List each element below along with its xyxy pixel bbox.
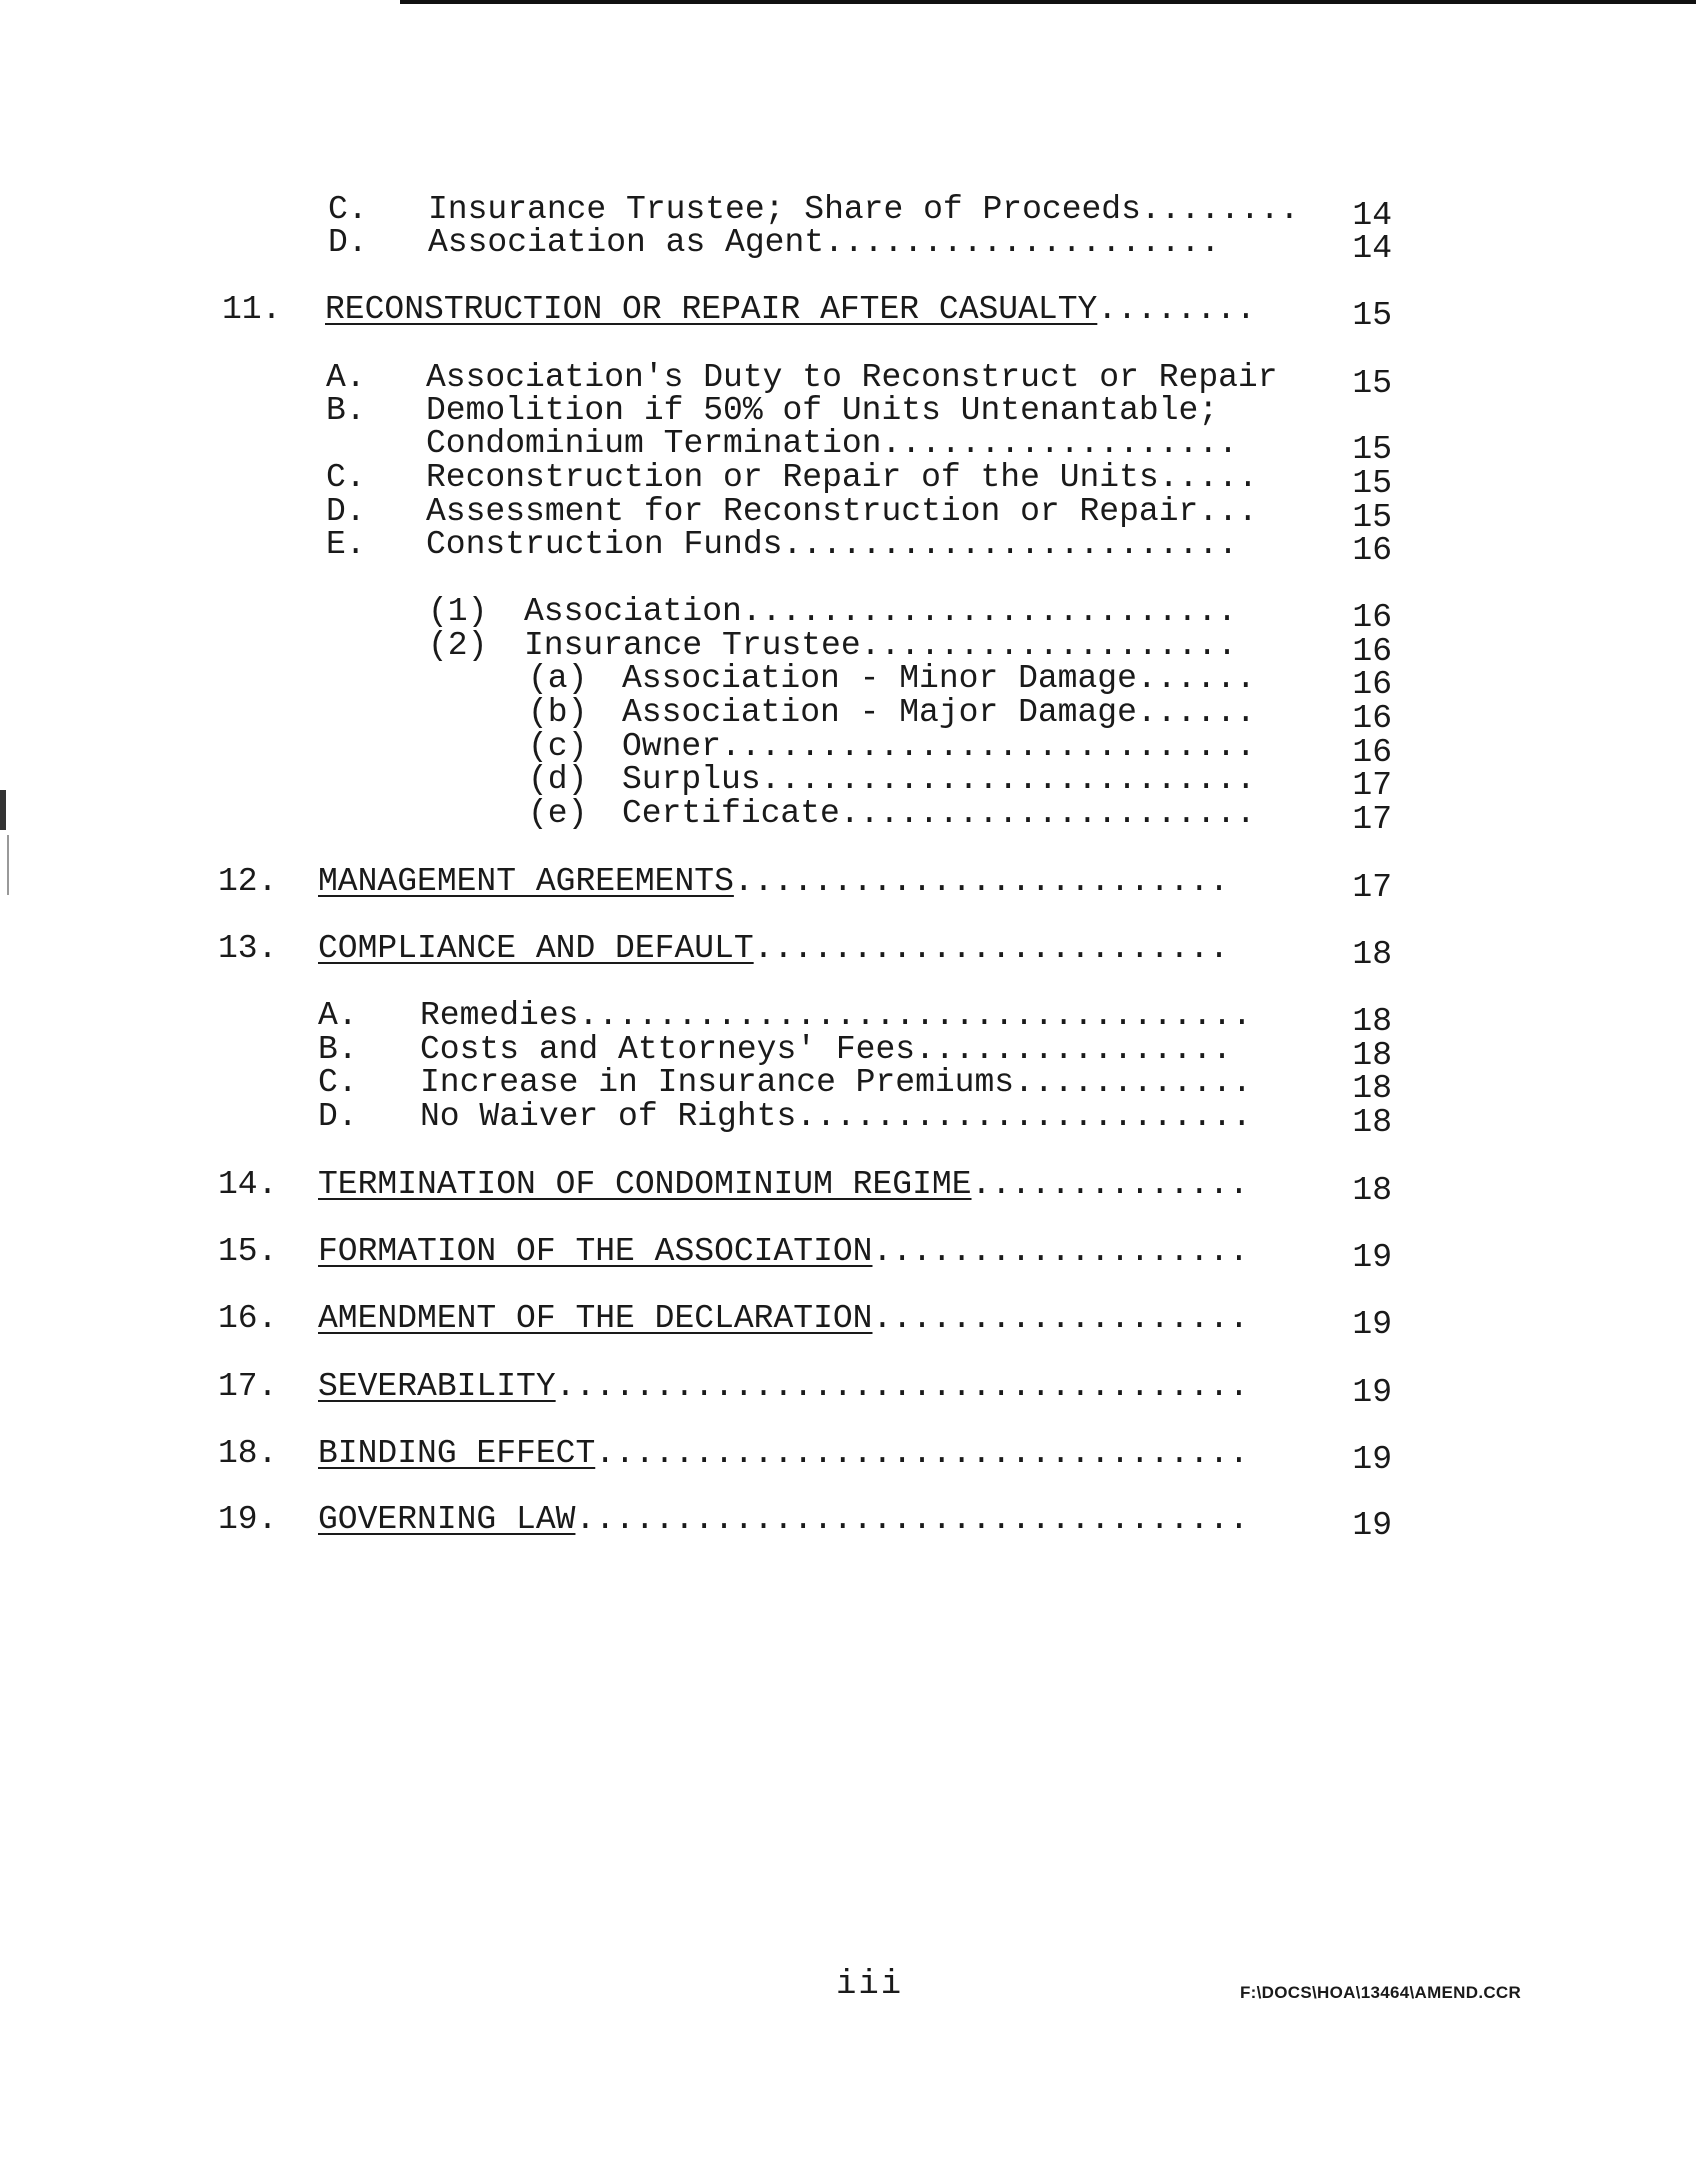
dot-leader: ........................ <box>753 930 1229 967</box>
dot-leader: ......................... <box>741 593 1237 630</box>
dot-leader: .................... <box>824 224 1221 261</box>
dot-leader: ................... <box>872 1233 1249 1270</box>
dot-leader: ......................... <box>760 761 1256 798</box>
dot-leader: ..... <box>1158 459 1258 496</box>
dot-leader: ........................... <box>721 728 1256 765</box>
dot-leader: .................................. <box>575 1501 1249 1538</box>
dot-leader: ... <box>1198 493 1258 530</box>
dot-leader: ...... <box>1136 660 1256 697</box>
scan-margin-mark <box>7 835 9 895</box>
dot-leader: .................. <box>881 425 1238 462</box>
dot-leader: ........ <box>1097 291 1256 328</box>
dot-leader: .............. <box>971 1166 1249 1203</box>
dot-leader: ................................. <box>595 1435 1249 1472</box>
dot-leader: ..................... <box>839 795 1256 832</box>
dot-leader: ............ <box>1014 1064 1252 1101</box>
scan-top-edge <box>400 0 1696 4</box>
dot-leader: ....................... <box>782 526 1238 563</box>
dot-leader: ................... <box>860 627 1237 664</box>
dot-leader: ........ <box>1140 191 1300 228</box>
dot-leader: ................... <box>872 1300 1249 1337</box>
dot-leader: ................ <box>915 1031 1232 1068</box>
dot-leader: ................................... <box>555 1368 1249 1405</box>
dot-leader: ....................... <box>796 1098 1252 1135</box>
scan-margin-mark <box>0 790 6 830</box>
page-number: iii <box>836 1966 904 2004</box>
dot-leader: ......................... <box>733 863 1229 900</box>
file-path: F:\DOCS\HOA\13464\AMEND.CCR <box>1240 1983 1522 2002</box>
dot-leader: .................................. <box>578 997 1252 1034</box>
dot-leader: ...... <box>1136 694 1256 731</box>
